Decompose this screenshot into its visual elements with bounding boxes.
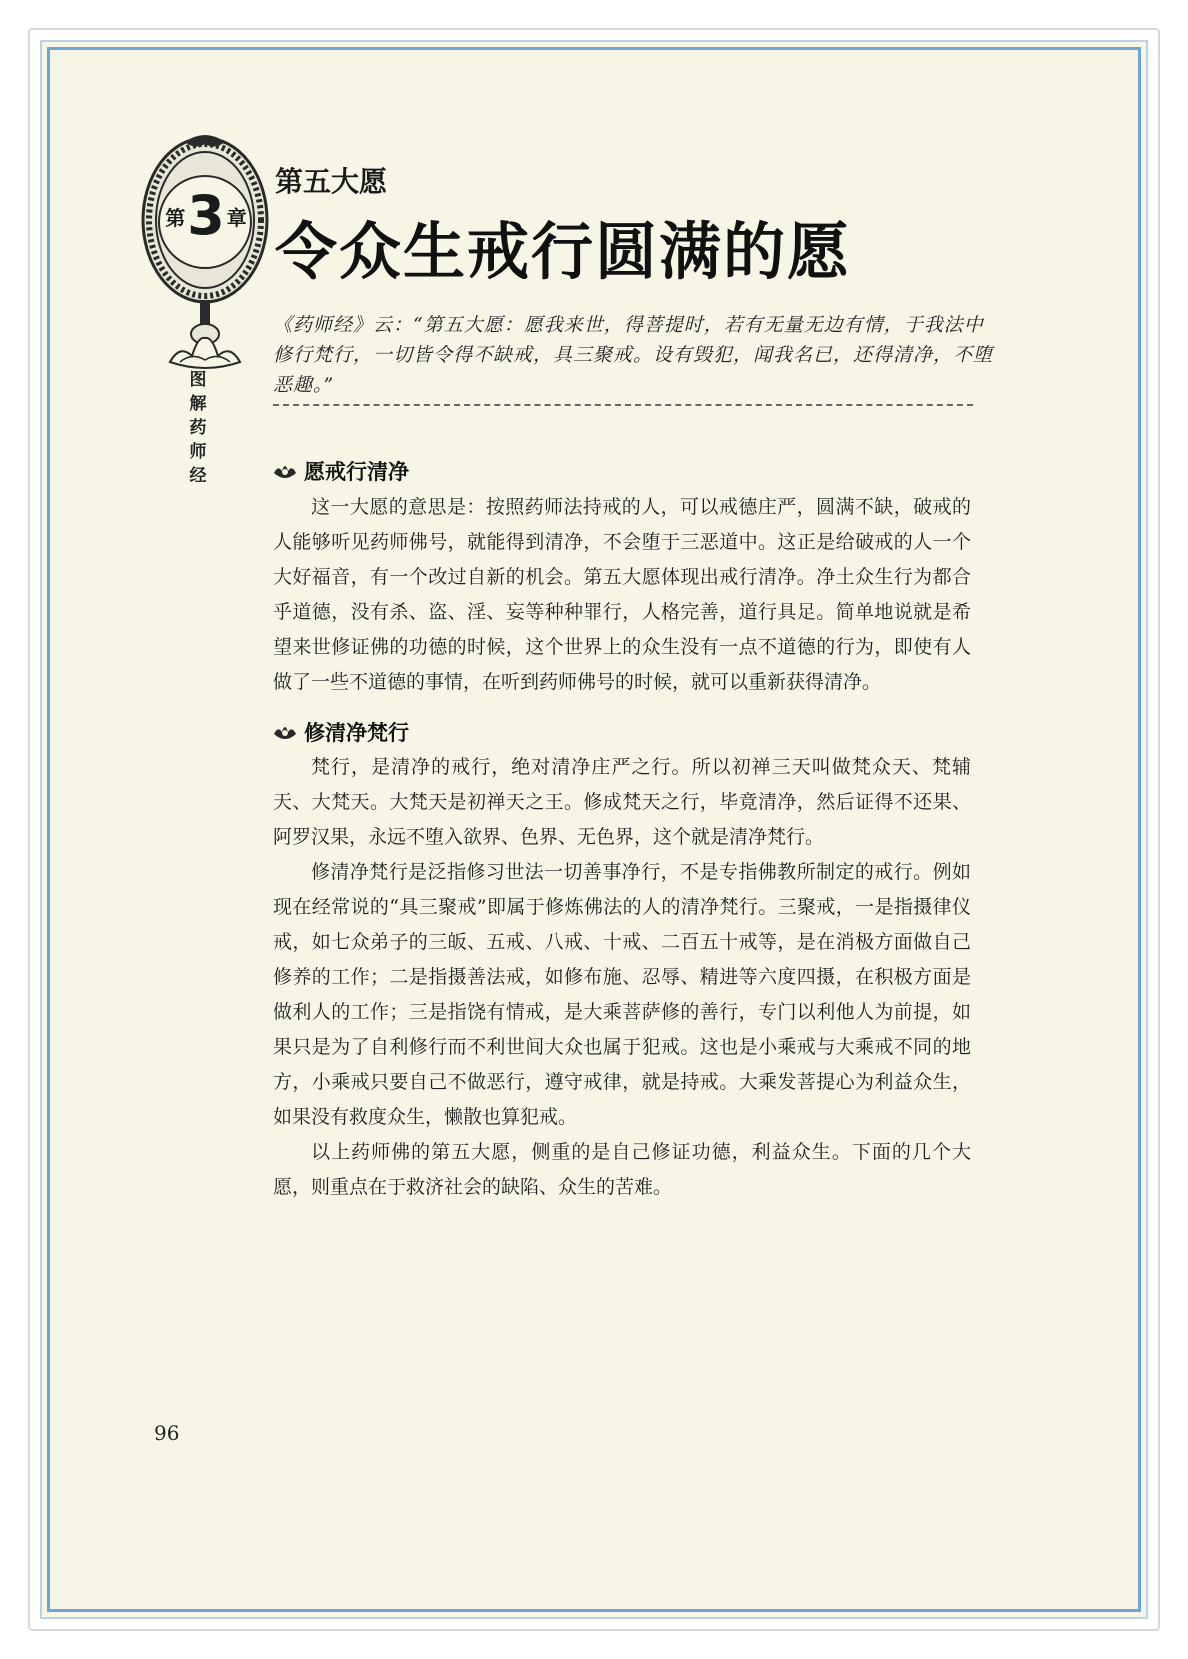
chapter-suffix: 章 [226,205,247,230]
sutra-quote: 《药师经》云：“第五大愿：愿我来世，得菩提时，若有无量无边有情，于我法中修行梵行，一切皆令得不缺戒，具三聚戒。设有毁犯，闻我名已，还得清净，不堕恶趣。” [273,314,994,396]
paragraph: 以上药师佛的第五大愿，侧重的是自己修证功德，利益众生。下面的几个大愿，则重点在于救济社会的缺陷、众生的苦难。 [273,1141,971,1198]
paragraph: 梵行，是清净的戒行，绝对清净庄严之行。所以初禅三天叫做梵众天、梵辅天、大梵天。大梵天是初禅天之王。修成梵天之行，毕竟清净，然后证得不还果、阿罗汉果，永远不堕入欲界、色界、无色界，这个就是清净梵行。 [273,756,971,848]
book-series-label: 图解药师经 [189,370,207,486]
page-number: 96 [154,1421,180,1445]
lotus-icon [272,461,298,481]
book-page [47,47,1141,1612]
chapter-prefix: 第 [165,205,186,230]
section-heading-text: 修清净梵行 [304,721,409,745]
section-body-2 [273,750,971,1205]
divider [273,404,973,406]
section-body-1 [273,490,971,700]
chapter-digit: 3 [187,184,225,247]
section-heading-1 [272,456,409,486]
paragraph: 这一大愿的意思是：按照药师法持戒的人，可以戒德庄严，圆满不缺，破戒的人能够听见药师佛号，就能得到清净，不会堕于三恶道中。这正是给破戒的人一个大好福音，有一个改过自新的机会。第五大愿体现出戒行清净。净土众生行为都合乎道德，没有杀、盗、淫、妄等种种罪行，人格完善，道行具足。简单地说就是希望来世修证佛的功德的时候，这个世界上的众生没有一点不道德的行为，即使有人做了一些不道德的事情，在听到药师佛号的时候，就可以重新获得清净。 [273,496,971,693]
chapter-subtitle: 第五大愿 [275,165,388,198]
section-heading-2 [272,717,409,747]
lotus-icon [272,722,298,742]
chapter-title: 令众生戒行圆满的愿 [275,215,852,288]
chapter-number [158,168,254,264]
paragraph: 修清净梵行是泛指修习世法一切善事净行，不是专指佛教所制定的戒行。例如现在经常说的“具三聚戒”即属于修炼佛法的人的清净梵行。三聚戒，一是指摄律仪戒，如七众弟子的三皈、五戒、八戒、十戒、二百五十戒等，是在消极方面做自己修养的工作；二是指摄善法戒，如修布施、忍辱、精进等六度四摄，在积极方面是做利人的工作；三是指饶有情戒，是大乘菩萨修的善行，专门以利他人为前提，如果只是为了自利修行而不利世间大众也属于犯戒。这也是小乘戒与大乘戒不同的地方，小乘戒只要自己不做恶行，遵守戒律，就是持戒。大乘发菩提心为利益众生，如果没有救度众生，懒散也算犯戒。 [273,861,971,1128]
section-heading-text: 愿戒行清净 [304,460,409,484]
